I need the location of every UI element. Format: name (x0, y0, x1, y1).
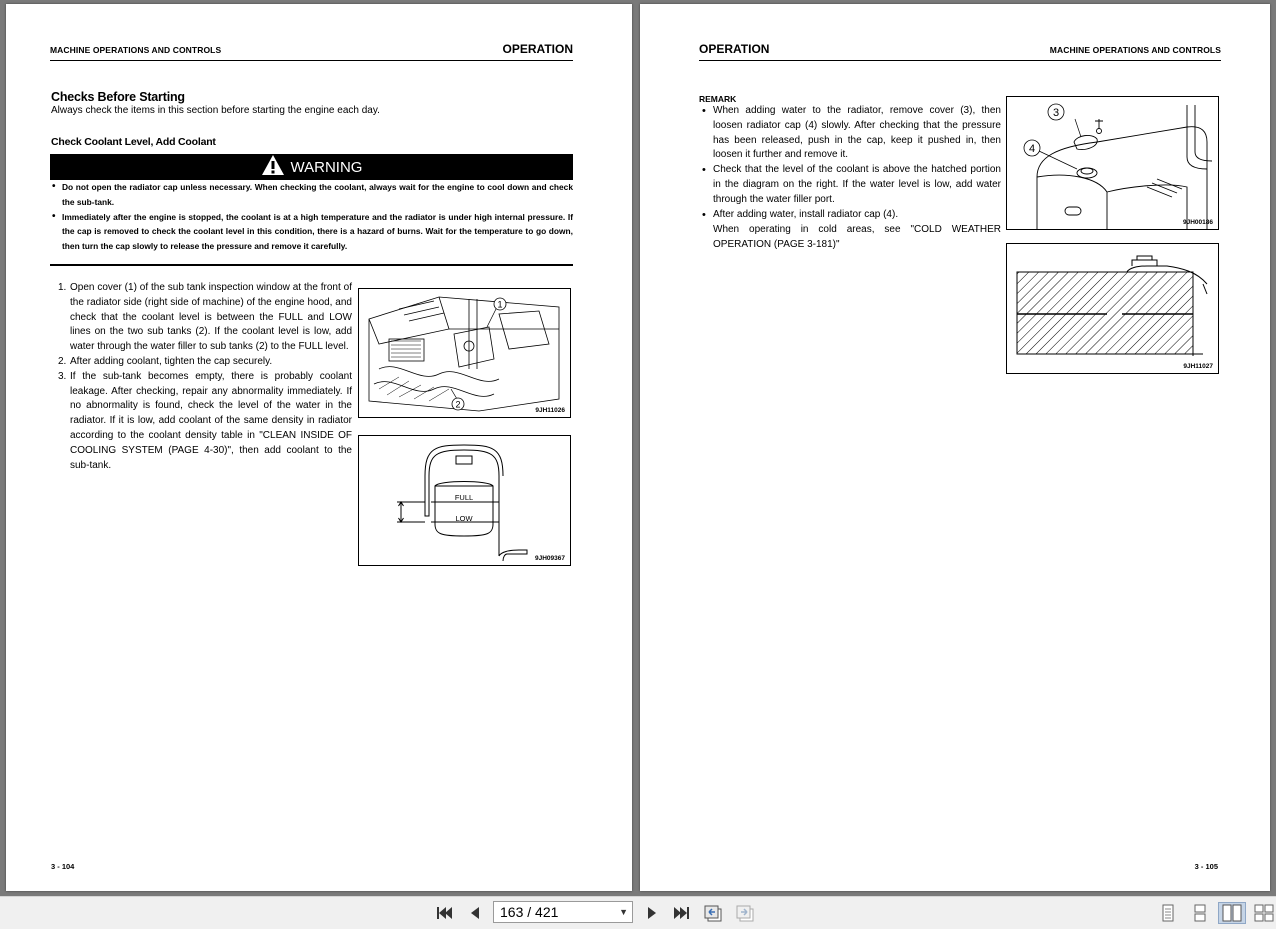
warning-divider (50, 264, 573, 266)
figure-code: 9JH00186 (1183, 219, 1213, 226)
figure-callout: 2 (455, 399, 461, 410)
remark-item: • When adding water to the radiator, remove cover (3), then loosen radiator cap (4) slowly. After checking that the pressure has been released, push in the cap, keep it pushed in, then loosen it further and remove it. (699, 104, 1001, 163)
prev-page-icon[interactable] (463, 902, 487, 924)
warning-label: WARNING (290, 158, 363, 176)
step-text: After adding coolant, tighten the cap securely. (70, 355, 273, 367)
continuous-view-icon[interactable] (1188, 902, 1212, 924)
figure-code: 9JH11026 (535, 407, 565, 414)
full-line-label: FULL (454, 493, 474, 502)
sub-tank-drawing (359, 436, 570, 565)
header-section: MACHINE OPERATIONS AND CONTROLS (50, 45, 222, 55)
previous-view-icon[interactable] (702, 902, 726, 924)
figure-code: 9JH11027 (1183, 363, 1213, 370)
warning-list (50, 180, 573, 254)
warning-triangle-icon (261, 154, 285, 181)
remark-list (699, 104, 1001, 222)
last-page-icon[interactable] (670, 902, 694, 924)
single-page-view-icon[interactable] (1156, 902, 1180, 924)
header-chapter: OPERATION (699, 42, 770, 56)
header-section: MACHINE OPERATIONS AND CONTROLS (1049, 45, 1221, 55)
engine-hood-figure (358, 288, 571, 418)
first-page-icon[interactable] (432, 902, 456, 924)
two-page-continuous-view-icon[interactable] (1252, 902, 1276, 924)
page-number: 3 - 105 (1194, 862, 1218, 871)
figure-code: 9JH09367 (535, 555, 565, 562)
figure-callout: 3 (1052, 107, 1060, 119)
step-number: 1. (58, 282, 67, 293)
next-view-icon[interactable] (734, 902, 758, 924)
viewer-toolbar (0, 896, 1276, 929)
list-item (53, 370, 352, 474)
low-line-label: LOW (455, 514, 473, 523)
remark-item: • After adding water, install radiator cap (4). (699, 208, 1001, 223)
cold-weather-note: When operating in cold areas, see "COLD WEATHER OPERATION (PAGE 3-181)" (713, 224, 1001, 250)
radiator-level-figure (1006, 243, 1219, 374)
remark-label: REMARK (699, 94, 737, 104)
radiator-level-drawing (1007, 244, 1218, 373)
radiator-cap-figure (1006, 96, 1219, 230)
step-text: If the sub-tank becomes empty, there is probably coolant leakage. After checking, repair any abnormality immediately. If no abnormality is found, check the level of the water in the radiator. If it is low, add coolant of the same density in radiator according to the coolant density table in "CLEAN INSIDE OF COOLING SYSTEM (PAGE 4-30)", then add coolant to the sub-tank. (70, 370, 352, 471)
step-text: Open cover (1) of the sub tank inspection window at the front of the radiator side (right side of machine) of the engine hood, and check that the coolant level is between the FULL and LOW lines on the two sub tanks (2). If the coolant level is low, add water through the water filler to sub tanks (2) to the FULL level. (70, 282, 352, 353)
step-number: 2. (58, 355, 67, 367)
page-number: 3 - 104 (51, 862, 75, 871)
steps-list (53, 281, 352, 473)
header-chapter: OPERATION (502, 42, 573, 56)
left-page (6, 4, 632, 891)
subsection-title: Check Coolant Level, Add Coolant (51, 136, 216, 148)
step-number: 3. (58, 370, 67, 382)
warning-banner (50, 154, 573, 180)
two-page-view-icon[interactable] (1218, 902, 1246, 924)
section-title: Checks Before Starting (51, 90, 185, 104)
chevron-down-icon[interactable]: ▼ (619, 907, 628, 917)
page-header (699, 40, 1221, 61)
right-page (640, 4, 1270, 891)
page-header (50, 40, 573, 61)
list-item (53, 355, 352, 370)
section-intro: Always check the items in this section before starting the engine each day. (51, 105, 380, 116)
figure-callout: 1 (497, 299, 503, 310)
radiator-cap-drawing (1007, 97, 1218, 229)
next-page-icon[interactable] (640, 902, 664, 924)
warning-item: • Do not open the radiator cap unless necessary. When checking the coolant, always wait for the engine to cool down and check the sub-tank. (50, 180, 573, 210)
figure-callout: 4 (1028, 143, 1036, 155)
sub-tank-figure (358, 435, 571, 566)
engine-hood-drawing (359, 289, 570, 417)
list-item (53, 281, 352, 355)
remark-item: • Check that the level of the coolant is above the hatched portion in the diagram on the right. If the water level is low, add water through the water filler port. (699, 163, 1001, 207)
warning-item: • Immediately after the engine is stopped, the coolant is at a high temperature and the radiator is under high internal pressure. If the cap is removed to check the coolant level in this condition, there is a hazard of burns. Wait for the temperature to go down, then turn the cap slowly to release the pressure and remove it carefully. (50, 210, 573, 254)
page-number-field[interactable] (493, 901, 633, 923)
page-indicator[interactable]: 163 / 421 (500, 904, 559, 920)
